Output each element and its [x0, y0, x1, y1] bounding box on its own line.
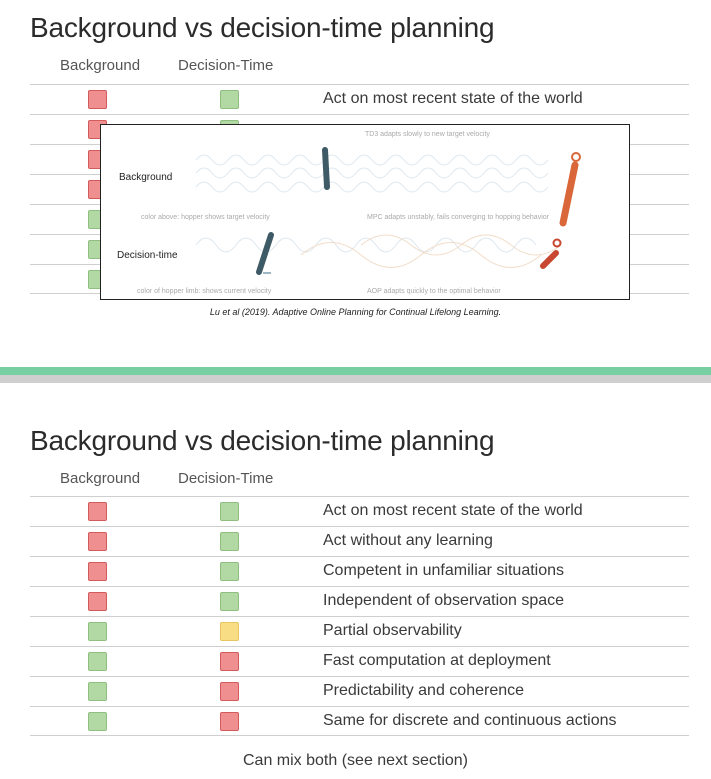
- background-red-indicator: [88, 592, 107, 611]
- decision-time-green-indicator: [220, 532, 239, 551]
- citation: Lu et al (2019). Adaptive Online Planning for Continual Lifelong Learning.: [209, 307, 502, 317]
- decision-time-red-indicator: [220, 652, 239, 671]
- background-green-indicator: [88, 652, 107, 671]
- table-row: [30, 676, 689, 706]
- row-label: Independent of observation space: [323, 592, 565, 609]
- row-label: Predictability and coherence: [323, 682, 525, 699]
- comparison-table: [30, 496, 689, 736]
- column-header-decision-time: Decision-Time: [178, 57, 274, 74]
- table-row: [30, 526, 689, 556]
- table-row: [30, 616, 689, 646]
- decision-time-green-indicator: [220, 502, 239, 521]
- decision-time-red-indicator: [220, 712, 239, 731]
- top-slide: [0, 0, 711, 367]
- background-green-indicator: [88, 622, 107, 641]
- column-header-background: Background: [60, 470, 141, 487]
- row-label: Competent in unfamiliar situations: [323, 562, 565, 579]
- overlay-label-decision-time: Decision-time: [117, 250, 178, 261]
- overlay-caption-background-left: color above: hopper shows target velocity: [141, 214, 270, 221]
- row-label: Act on most recent state of the world: [323, 502, 583, 519]
- column-header-decision-time: Decision-Time: [178, 470, 274, 487]
- overlay-caption-td3: TD3 adapts slowly to new target velocity: [365, 131, 490, 138]
- table-row: [30, 556, 689, 586]
- background-green-indicator: [88, 682, 107, 701]
- overlay-caption-aop: AOP adapts quickly to the optimal behavior: [367, 288, 501, 295]
- row-label: Act without any learning: [323, 532, 493, 549]
- column-header-background: Background: [60, 57, 141, 74]
- decision-time-yellow-indicator: [220, 622, 239, 641]
- overlay-label-background: Background: [119, 172, 173, 183]
- background-red-indicator: [88, 562, 107, 581]
- background-red-indicator: [88, 532, 107, 551]
- overlay-caption-mpc: MPC adapts unstably, fails converging to hopping behavior: [367, 214, 549, 221]
- planning-illustration: [100, 124, 630, 300]
- row-label: Partial observability: [323, 622, 462, 639]
- decision-time-green-indicator: [220, 592, 239, 611]
- table-row: [30, 84, 689, 114]
- background-red-indicator: [88, 502, 107, 521]
- hopper-illustration: [101, 125, 629, 299]
- overlay-caption-decision-left: color of hopper limb: shows current velocity: [137, 288, 272, 295]
- table-row: [30, 646, 689, 676]
- decision-time-green-indicator: [220, 90, 239, 109]
- table-row: [30, 496, 689, 526]
- divider-gray: [0, 375, 711, 383]
- decision-time-red-indicator: [220, 682, 239, 701]
- table-row: [30, 706, 689, 736]
- slide-title: Background vs decision-time planning: [30, 12, 495, 43]
- background-green-indicator: [88, 712, 107, 731]
- row-label: Same for discrete and continuous actions: [323, 712, 617, 729]
- background-red-indicator: [88, 90, 107, 109]
- row-label: Act on most recent state of the world: [323, 90, 583, 107]
- bottom-slide: [0, 383, 711, 779]
- divider-green: [0, 367, 711, 375]
- row-label: Fast computation at deployment: [323, 652, 551, 669]
- footer-note: Can mix both (see next section): [243, 752, 468, 769]
- table-row: [30, 586, 689, 616]
- slide-title: Background vs decision-time planning: [30, 425, 495, 456]
- decision-time-green-indicator: [220, 562, 239, 581]
